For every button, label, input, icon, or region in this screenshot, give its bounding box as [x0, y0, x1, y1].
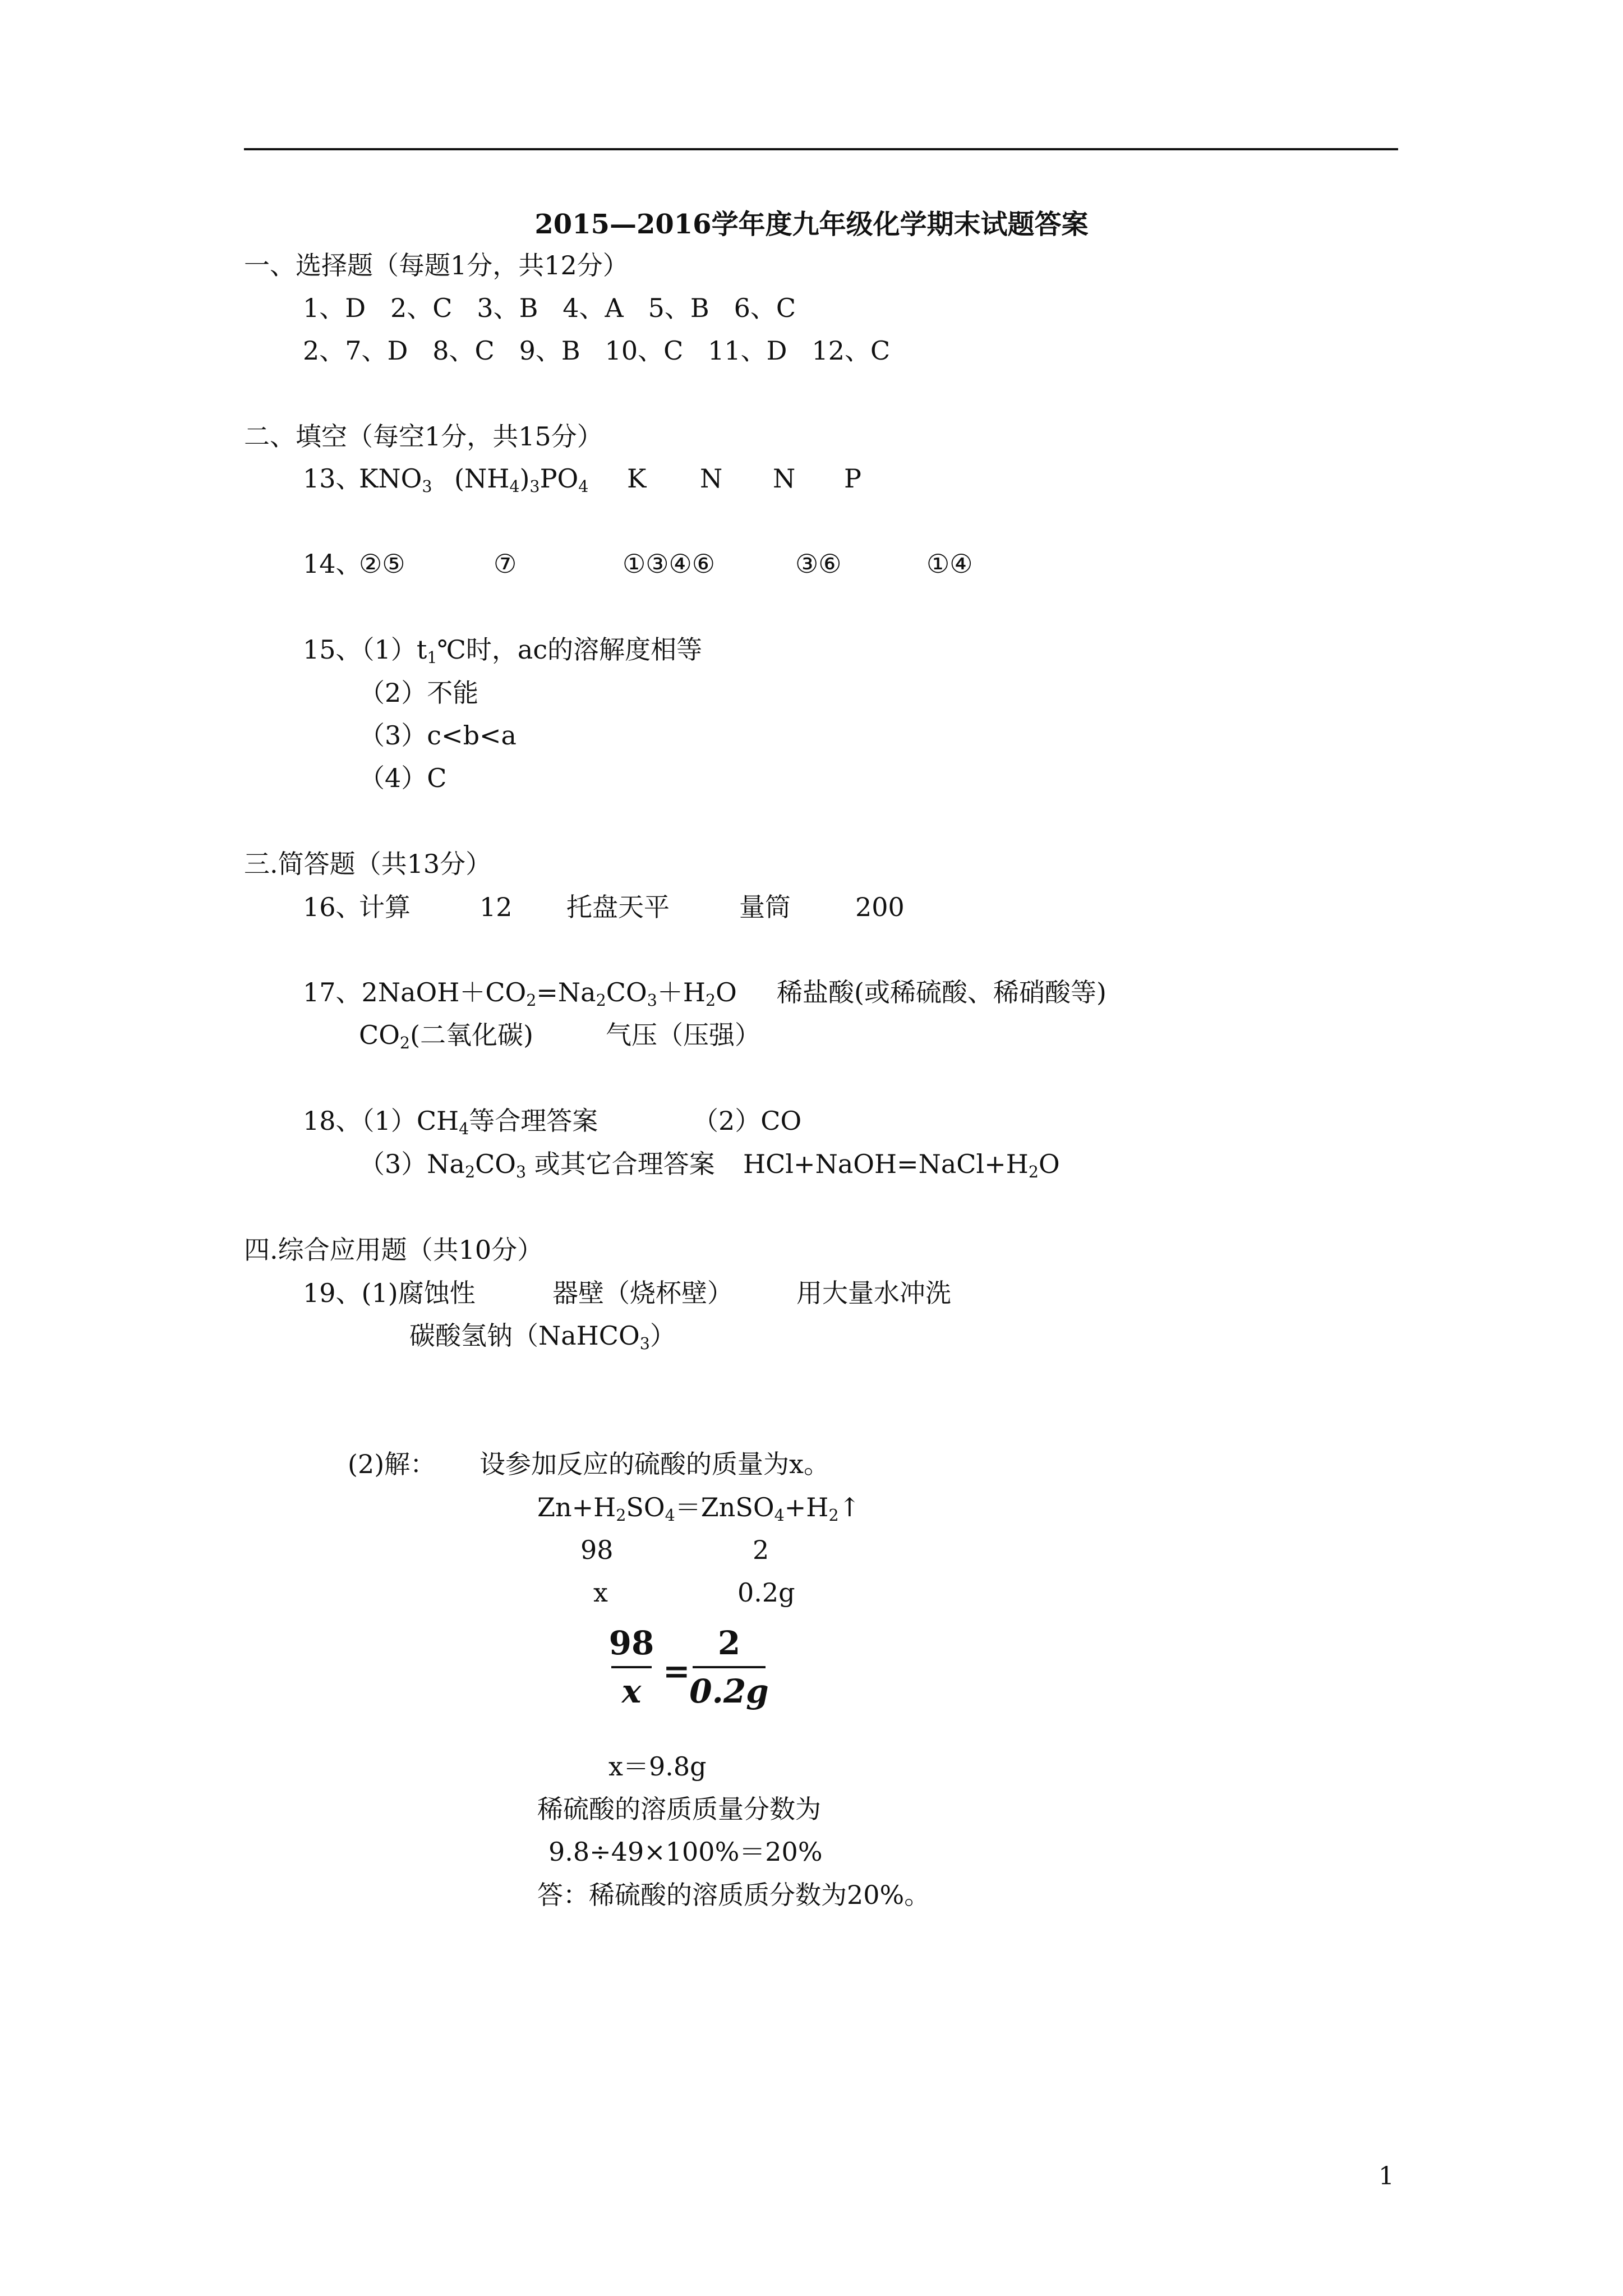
fraction-left: 98 x — [608, 1624, 654, 1710]
section1-row2: 2、7、D 8、C 9、B 10、C 11、D 12、C — [303, 335, 891, 366]
q13-answer-p: P — [844, 463, 861, 494]
q13-answer-k: K — [627, 463, 647, 494]
section3-heading: 三.简答题（共13分） — [244, 849, 492, 879]
q19-part1: 19、(1)腐蚀性 — [303, 1278, 476, 1308]
q13-answer-n1: N — [700, 463, 723, 494]
q13-label: 13、 — [303, 463, 362, 494]
solution-setup: 设参加反应的硫酸的质量为x。 — [479, 1449, 829, 1479]
q15-part1: 15、$(1)t_1℃$时，ac的溶解度相等 — [303, 634, 703, 667]
q15-part3: （3）c<b<a — [359, 720, 517, 751]
q13-kno3: $KNO_3$ — [359, 463, 432, 496]
solution-percent-label: 稀硫酸的溶质质量分数为 — [537, 1794, 821, 1824]
q15-part2: （2）不能 — [359, 678, 479, 708]
solution-reaction: $Zn+H_2SO_4=ZnSO_4+H_2↑$ — [537, 1492, 861, 1525]
section4-heading: 四.综合应用题（共10分） — [244, 1235, 543, 1265]
fraction-right: 2 0.2g — [689, 1624, 769, 1710]
q17-answer-pressure: 气压（压强） — [606, 1020, 760, 1050]
molar-mass-h2: 2 — [753, 1535, 769, 1565]
header-rule — [244, 148, 1398, 150]
q17-equation: 17、$2NaOH+CO_2=Na_2CO_3+H_2O$ — [303, 977, 737, 1010]
section1-row1: 1、D 2、C 3、B 4、A 5、B 6、C — [303, 293, 796, 323]
q18-part2: （2）CO — [693, 1106, 802, 1136]
q18-part1: 18、$(1)CH_4$等合理答案 — [303, 1106, 598, 1138]
q14-answer-4: ③⑥ — [795, 549, 842, 579]
q16-answer-1: 计算 — [359, 892, 411, 922]
q17-answer-acid: 稀盐酸(或稀硫酸、稀硝酸等) — [777, 977, 1106, 1007]
q16-answer-3: 托盘天平 — [566, 892, 670, 922]
q19-answer-wall: 器壁（烧杯壁） — [552, 1278, 733, 1308]
q14-label: 14、 — [303, 549, 362, 579]
section1-heading: 一、选择题（每题1分，共12分） — [244, 250, 629, 280]
molar-mass-h2so4: 98 — [580, 1535, 614, 1565]
solution-label: (2)解： — [348, 1449, 436, 1479]
q15-part4: （4）C — [359, 763, 447, 793]
solution-answer: 答：稀硫酸的溶质质分数为20%。 — [537, 1880, 930, 1910]
page-title: 2015—2016学年度九年级化学期末试题答案 — [534, 209, 1089, 240]
mass-h2: 0.2g — [737, 1577, 795, 1608]
solution-calculation: 9.8÷49×100%＝20% — [548, 1837, 823, 1867]
section2-heading: 二、填空（每空1分，共15分） — [244, 421, 603, 452]
q18-part3: $(3)Na_2CO_3$ 或其它合理答案 — [359, 1149, 715, 1181]
page-number: 1 — [1378, 2162, 1394, 2191]
q13-answer-n2: N — [773, 463, 796, 494]
q14-answer-5: ①④ — [926, 549, 973, 579]
q13-nh4po4: $(NH_4)_3PO_4$ — [454, 463, 589, 496]
q16-label: 16、 — [303, 892, 362, 922]
q16-answer-2: 12 — [479, 892, 513, 922]
q18-reaction: $HCl+NaOH=NaCl+H_2O$ — [743, 1149, 1060, 1181]
equals-sign: = — [663, 1652, 690, 1690]
q16-answer-4: 量筒 — [739, 892, 791, 922]
q16-answer-5: 200 — [855, 892, 905, 922]
unknown-x: x — [593, 1577, 608, 1608]
q19-answer-nahco3: 碳酸氢钠（NaHCO$_3$） — [409, 1320, 676, 1353]
q14-answer-1: ②⑤ — [359, 549, 405, 579]
proportion-equation — [608, 1624, 769, 1722]
q19-answer-rinse: 用大量水冲洗 — [796, 1278, 951, 1308]
q17-answer-co2: $CO_2$(二氧化碳) — [359, 1020, 533, 1052]
q14-answer-3: ①③④⑥ — [623, 549, 715, 579]
q14-answer-2: ⑦ — [494, 549, 517, 579]
solution-result: x＝9.8g — [608, 1751, 707, 1782]
